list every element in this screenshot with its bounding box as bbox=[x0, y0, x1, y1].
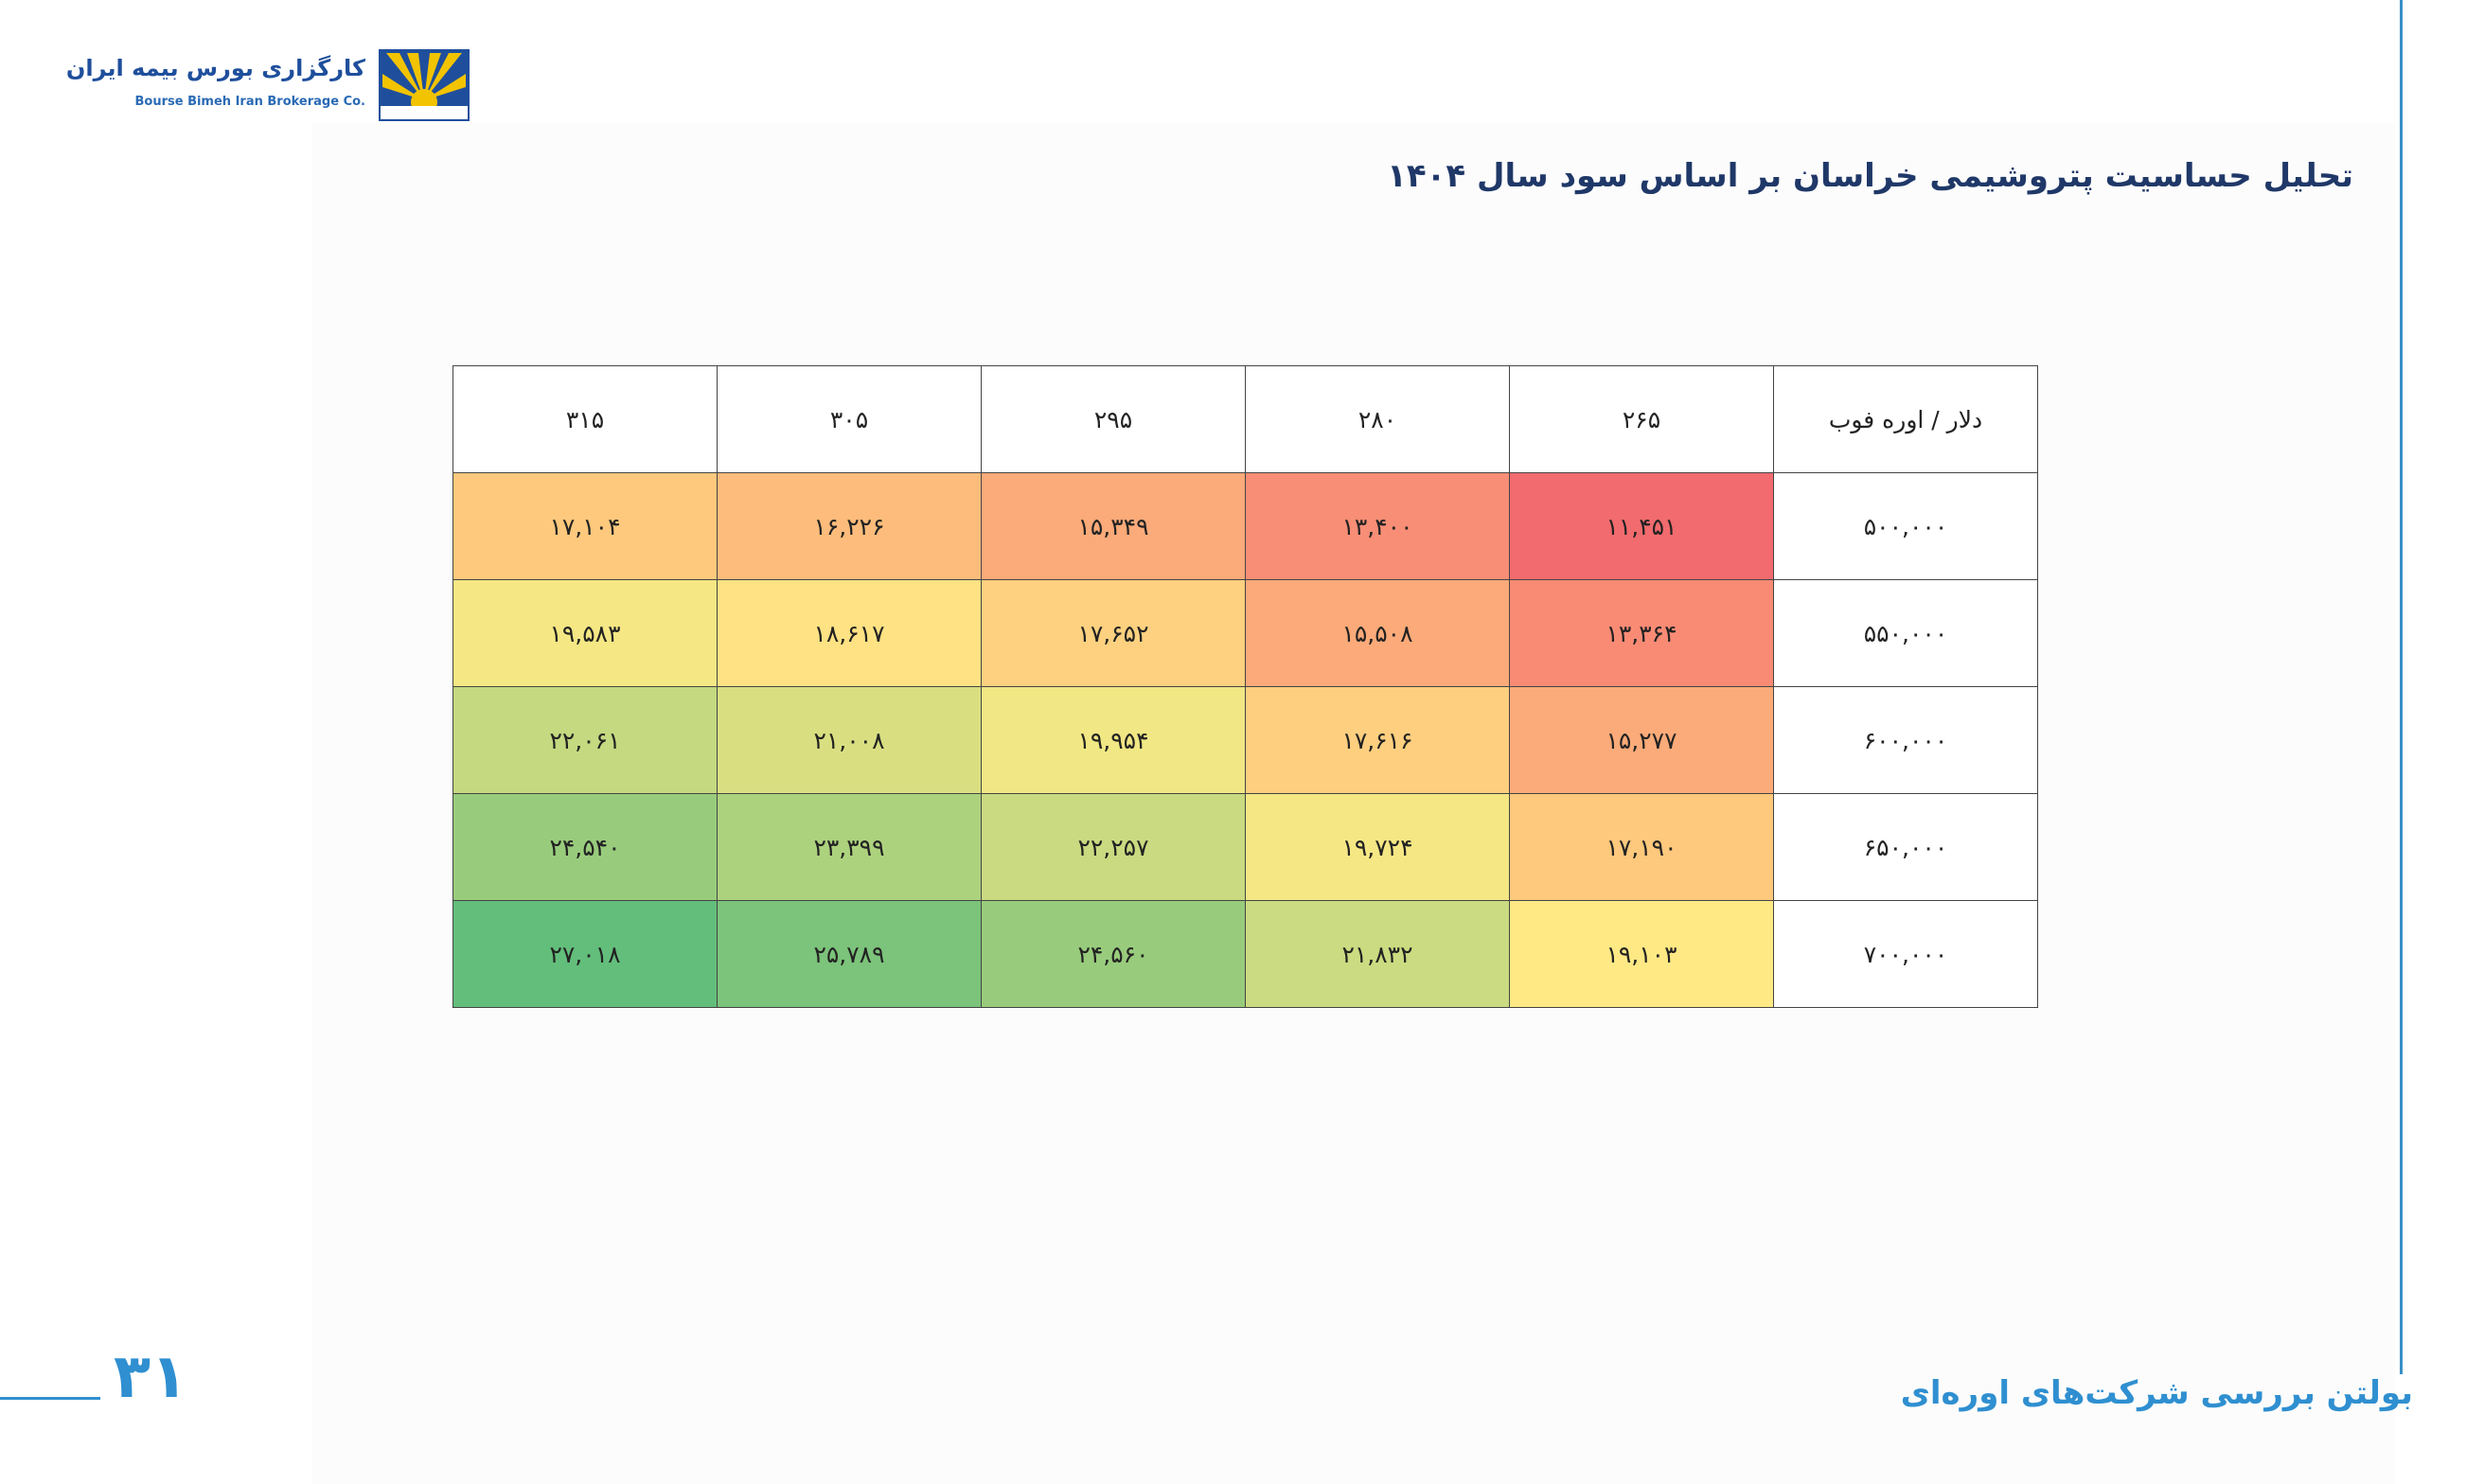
row-header-cell: ۶۵۰,۰۰۰ bbox=[1774, 794, 2038, 901]
value-cell: ۱۷,۶۱۶ bbox=[1246, 687, 1510, 794]
value-cell: ۲۲,۰۶۱ bbox=[453, 687, 718, 794]
row-header-cell: ۷۰۰,۰۰۰ bbox=[1774, 901, 2038, 1008]
table-row bbox=[453, 580, 2038, 687]
page-number: ۳۱ bbox=[114, 1342, 188, 1412]
value-cell: ۱۹,۹۵۴ bbox=[982, 687, 1246, 794]
corner-header-cell: دلار / اوره فوب bbox=[1774, 366, 2038, 473]
table-row bbox=[453, 794, 2038, 901]
value-cell: ۱۵,۵۰۸ bbox=[1246, 580, 1510, 687]
value-cell: ۱۷,۱۹۰ bbox=[1510, 794, 1774, 901]
column-header-cell: ۳۰۵ bbox=[718, 366, 982, 473]
table-row bbox=[453, 901, 2038, 1008]
value-cell: ۱۵,۲۷۷ bbox=[1510, 687, 1774, 794]
logo-name-en: Bourse Bimeh Iran Brokerage Co. bbox=[134, 95, 365, 109]
table-row bbox=[453, 473, 2038, 580]
page-title: تحلیل حساسیت پتروشیمی خراسان بر اساس سود سال ۱۴۰۴ bbox=[1387, 157, 2353, 195]
value-cell: ۱۱,۴۵۱ bbox=[1510, 473, 1774, 580]
table-row bbox=[453, 687, 2038, 794]
value-cell: ۱۹,۱۰۳ bbox=[1510, 901, 1774, 1008]
row-header-cell: ۶۰۰,۰۰۰ bbox=[1774, 687, 2038, 794]
sun-emblem-icon bbox=[379, 49, 470, 121]
value-cell: ۲۵,۷۸۹ bbox=[718, 901, 982, 1008]
value-cell: ۱۷,۶۵۲ bbox=[982, 580, 1246, 687]
page-number-rule bbox=[0, 1397, 100, 1400]
value-cell: ۲۲,۲۵۷ bbox=[982, 794, 1246, 901]
value-cell: ۱۹,۵۸۳ bbox=[453, 580, 718, 687]
value-cell: ۲۳,۳۹۹ bbox=[718, 794, 982, 901]
row-header-cell: ۵۰۰,۰۰۰ bbox=[1774, 473, 2038, 580]
column-header-cell: ۲۹۵ bbox=[982, 366, 1246, 473]
company-logo bbox=[65, 49, 470, 125]
table-header-row bbox=[453, 366, 2038, 473]
right-edge-rule bbox=[2400, 0, 2403, 1374]
row-header-cell: ۵۵۰,۰۰۰ bbox=[1774, 580, 2038, 687]
value-cell: ۱۷,۱۰۴ bbox=[453, 473, 718, 580]
value-cell: ۱۵,۳۴۹ bbox=[982, 473, 1246, 580]
column-header-cell: ۳۱۵ bbox=[453, 366, 718, 473]
logo-name-fa: کارگزاری بورس بیمه ایران bbox=[65, 55, 365, 81]
value-cell: ۲۱,۸۳۲ bbox=[1246, 901, 1510, 1008]
value-cell: ۱۳,۴۰۰ bbox=[1246, 473, 1510, 580]
value-cell: ۱۳,۳۶۴ bbox=[1510, 580, 1774, 687]
column-header-cell: ۲۶۵ bbox=[1510, 366, 1774, 473]
value-cell: ۲۴,۵۴۰ bbox=[453, 794, 718, 901]
column-header-cell: ۲۸۰ bbox=[1246, 366, 1510, 473]
value-cell: ۲۱,۰۰۸ bbox=[718, 687, 982, 794]
bulletin-title: بولتن بررسی شرکت‌های اوره‌ای bbox=[1900, 1374, 2413, 1412]
value-cell: ۲۷,۰۱۸ bbox=[453, 901, 718, 1008]
value-cell: ۱۹,۷۲۴ bbox=[1246, 794, 1510, 901]
sensitivity-table bbox=[452, 365, 2038, 1008]
value-cell: ۱۸,۶۱۷ bbox=[718, 580, 982, 687]
value-cell: ۲۴,۵۶۰ bbox=[982, 901, 1246, 1008]
value-cell: ۱۶,۲۲۶ bbox=[718, 473, 982, 580]
